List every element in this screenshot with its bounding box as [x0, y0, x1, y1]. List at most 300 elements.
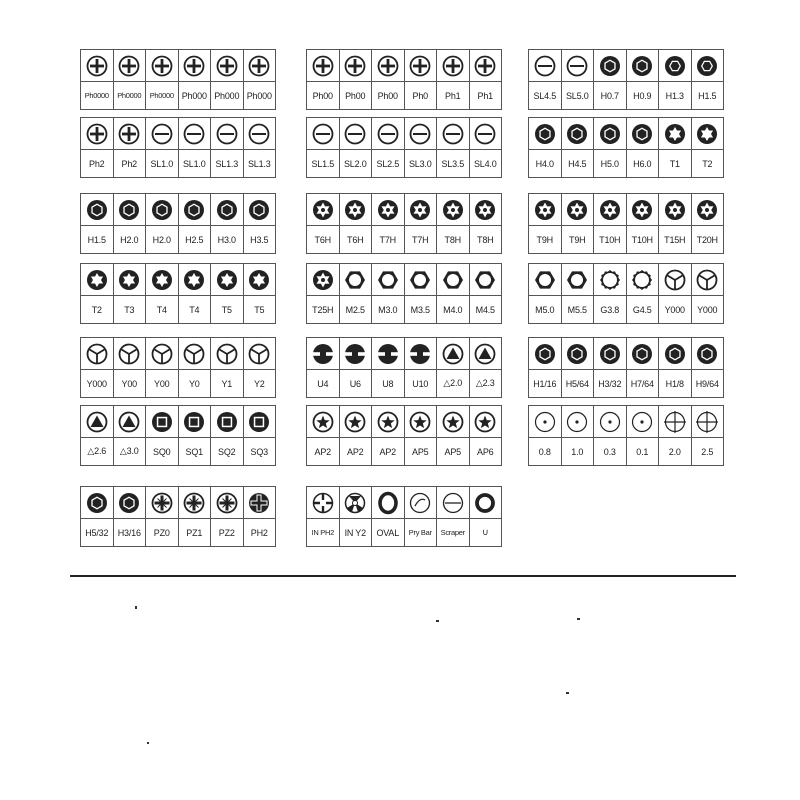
tri-icon: [146, 338, 178, 370]
bit-cell: [562, 194, 595, 253]
torxh-icon: [372, 194, 404, 226]
bit-cell: [470, 406, 502, 465]
bit-label: T9H: [569, 234, 586, 245]
bit-cell: [340, 406, 373, 465]
hexround-icon: [659, 50, 691, 82]
bit-cell: [211, 194, 244, 253]
bit-cell: [594, 406, 627, 465]
hex-icon: [529, 338, 561, 370]
phillips-icon: [81, 50, 113, 82]
bit-cell: [372, 118, 405, 177]
bit-cell: [692, 406, 724, 465]
bit-cell: [470, 50, 502, 109]
nut-icon: [562, 264, 594, 296]
bit-label: H1.5: [87, 234, 106, 245]
tri-icon: [244, 338, 276, 370]
bit-cell: [340, 264, 373, 323]
bit-group: [80, 405, 276, 466]
bit-cell: [114, 338, 147, 397]
bit-label: Ph0000: [84, 91, 109, 100]
bit-label: U4: [317, 378, 329, 389]
bit-label: H5/64: [565, 378, 589, 389]
bit-cell: [594, 264, 627, 323]
bit-cell: [659, 50, 692, 109]
bit-label: T6H: [314, 234, 331, 245]
bit-cell: [81, 487, 114, 546]
bit-cell: [146, 406, 179, 465]
slot-icon: [340, 118, 372, 150]
bit-cell: [529, 338, 562, 397]
bit-cell: [529, 50, 562, 109]
bit-cell: [146, 487, 179, 546]
bit-cell: [244, 264, 276, 323]
bit-label: H3/16: [117, 527, 141, 538]
bit-cell: [437, 487, 470, 546]
bit-label: Ph0000: [117, 91, 142, 100]
phillips-icon: [114, 50, 146, 82]
slot-icon: [437, 118, 469, 150]
phillips-icon: [244, 50, 276, 82]
bit-group: [528, 337, 724, 398]
bit-label: 0.8: [538, 446, 551, 457]
bit-group: [80, 337, 276, 398]
bit-group: [528, 49, 724, 110]
speck: [577, 618, 580, 620]
bit-cell: [211, 406, 244, 465]
bit-label: Scraper: [440, 528, 465, 537]
bit-label: Ph00: [312, 90, 333, 101]
bit-label: H3.5: [250, 234, 269, 245]
bit-cell: [179, 406, 212, 465]
bit-cell: [594, 118, 627, 177]
torxh-icon: [659, 194, 691, 226]
bit-cell: [437, 406, 470, 465]
bit-label: T2: [702, 158, 713, 169]
prybar-icon: [405, 487, 437, 519]
u-icon: [405, 338, 437, 370]
bit-cell: [562, 264, 595, 323]
bit-cell: [307, 264, 340, 323]
torx-icon: [146, 264, 178, 296]
star-icon: [405, 406, 437, 438]
bit-cell: [372, 264, 405, 323]
bit-label: T2: [91, 304, 102, 315]
bit-label: H0.9: [633, 90, 652, 101]
bit-cell: [594, 50, 627, 109]
square-icon: [211, 406, 243, 438]
bit-cell: [562, 406, 595, 465]
bit-label: SL3.0: [408, 158, 432, 169]
nut-icon: [340, 264, 372, 296]
bit-cell: [437, 338, 470, 397]
bit-label: Ph1: [477, 90, 493, 101]
torxh-icon: [405, 194, 437, 226]
phillips-icon: [340, 50, 372, 82]
bit-label: H4.5: [568, 158, 587, 169]
bit-cell: [437, 194, 470, 253]
bit-cell: [692, 338, 724, 397]
bit-cell: [244, 338, 276, 397]
bit-label: PZ2: [218, 527, 235, 538]
iny-icon: [340, 487, 372, 519]
bit-label: H7/64: [630, 378, 654, 389]
torxh-icon: [470, 194, 502, 226]
nut-icon: [437, 264, 469, 296]
bit-cell: [594, 338, 627, 397]
torxh-icon: [307, 194, 339, 226]
bit-cell: [307, 487, 340, 546]
tri-icon: [211, 338, 243, 370]
slot-icon: [470, 118, 502, 150]
bit-label: G4.5: [632, 304, 652, 315]
bit-label: Pry Bar: [408, 528, 432, 537]
slot-icon: [179, 118, 211, 150]
bit-cell: [405, 338, 438, 397]
bit-cell: [659, 194, 692, 253]
bit-label: Ph000: [181, 90, 207, 101]
bit-cell: [114, 194, 147, 253]
nut-icon: [405, 264, 437, 296]
torx-icon: [692, 118, 724, 150]
bit-label: T5: [221, 304, 232, 315]
bit-label: M3.5: [410, 304, 430, 315]
bit-label: Ph0: [412, 90, 428, 101]
bit-label: AP2: [347, 446, 364, 457]
bit-cell: [627, 194, 660, 253]
bit-label: T1: [669, 158, 680, 169]
torx-icon: [659, 118, 691, 150]
bit-label: SL3.5: [441, 158, 465, 169]
bit-label: ∪: [482, 527, 489, 537]
bit-label: PZ1: [186, 527, 203, 538]
bit-label: H1.3: [665, 90, 684, 101]
phillips-icon: [81, 118, 113, 150]
bit-label: △2.3: [475, 378, 495, 388]
bit-cell: [692, 264, 724, 323]
bit-label: Ph00: [377, 90, 398, 101]
bit-cell: [307, 406, 340, 465]
bit-label: T10H: [631, 234, 653, 245]
slot-icon: [244, 118, 276, 150]
bit-cell: [179, 264, 212, 323]
bit-group: [80, 117, 276, 178]
star-icon: [437, 406, 469, 438]
bit-label: H5.0: [600, 158, 619, 169]
bit-label: Ph2: [89, 158, 105, 169]
bit-label: H2.0: [120, 234, 139, 245]
bit-label: SL2.5: [376, 158, 400, 169]
star-icon: [340, 406, 372, 438]
bit-label: M2.5: [345, 304, 365, 315]
bit-cell: [437, 264, 470, 323]
torxh-icon: [307, 264, 339, 296]
bit-label: Ph00: [345, 90, 366, 101]
bit-group: [528, 193, 724, 254]
bit-cell: [211, 118, 244, 177]
torxh-icon: [437, 194, 469, 226]
bit-cell: [437, 118, 470, 177]
bit-label: H2.0: [152, 234, 171, 245]
bit-label: OVAL: [376, 527, 400, 538]
bit-cell: [470, 264, 502, 323]
oval-icon: [372, 487, 404, 519]
pozi-icon: [179, 487, 211, 519]
bit-cell: [372, 406, 405, 465]
bit-cell: [470, 194, 502, 253]
bit-label: M4.5: [475, 304, 495, 315]
bit-cell: [114, 264, 147, 323]
bit-cell: [146, 118, 179, 177]
phillips-icon: [307, 50, 339, 82]
hex-icon: [562, 118, 594, 150]
bigcross-icon: [244, 487, 276, 519]
bit-label: SQ0: [153, 446, 171, 457]
bit-group: [80, 263, 276, 324]
bit-cell: [340, 118, 373, 177]
bit-cell: [470, 487, 502, 546]
torx-icon: [179, 264, 211, 296]
speck: [147, 742, 149, 744]
bit-label: Y000: [664, 304, 685, 315]
bit-label: U8: [382, 378, 394, 389]
bit-label: SL1.0: [182, 158, 206, 169]
slot-icon: [146, 118, 178, 150]
bit-cell: [114, 118, 147, 177]
nut-icon: [372, 264, 404, 296]
bit-cell: [307, 194, 340, 253]
hex-icon: [594, 338, 626, 370]
triangle-icon: [81, 406, 113, 438]
slot-icon: [211, 118, 243, 150]
bit-label: G3.8: [600, 304, 620, 315]
bit-label: H3/32: [598, 378, 622, 389]
dot-icon: [627, 406, 659, 438]
bit-label: SQ2: [218, 446, 236, 457]
bit-label: △2.0: [443, 378, 463, 388]
bit-cell: [372, 50, 405, 109]
bit-cell: [562, 338, 595, 397]
bit-cell: [81, 194, 114, 253]
hex-icon: [594, 118, 626, 150]
hex-icon: [114, 194, 146, 226]
bit-cell: [211, 487, 244, 546]
dot-icon: [594, 406, 626, 438]
bit-cell: [340, 338, 373, 397]
hex-icon: [179, 194, 211, 226]
bit-cell: [81, 264, 114, 323]
bit-cell: [529, 264, 562, 323]
bit-group: [528, 405, 724, 466]
hex-icon: [146, 194, 178, 226]
bit-cell: [340, 194, 373, 253]
hex-icon: [244, 194, 276, 226]
bit-label: AP2: [379, 446, 396, 457]
bit-label: H1.5: [698, 90, 717, 101]
hex-icon: [211, 194, 243, 226]
bit-cell: [659, 406, 692, 465]
bit-label: △2.6: [87, 446, 107, 456]
pozi-icon: [211, 487, 243, 519]
bit-cell: [627, 264, 660, 323]
bit-group: [306, 49, 502, 110]
torxh-icon: [627, 194, 659, 226]
hex-icon: [692, 338, 724, 370]
bit-label: M4.0: [443, 304, 463, 315]
square-icon: [146, 406, 178, 438]
bit-cell: [114, 406, 147, 465]
torx-icon: [244, 264, 276, 296]
bit-group: [528, 263, 724, 324]
bit-label: AP5: [444, 446, 461, 457]
bit-cell: [211, 264, 244, 323]
bit-cell: [470, 118, 502, 177]
slot-icon: [529, 50, 561, 82]
bit-label: 0.1: [636, 446, 649, 457]
torxh-icon: [692, 194, 724, 226]
hexround-icon: [692, 50, 724, 82]
star-icon: [470, 406, 502, 438]
tri-icon: [659, 264, 691, 296]
tri-icon: [179, 338, 211, 370]
bit-cell: [627, 50, 660, 109]
bit-cell: [659, 338, 692, 397]
tri-icon: [81, 338, 113, 370]
bit-cell: [405, 194, 438, 253]
bit-cell: [405, 50, 438, 109]
hex-icon: [627, 338, 659, 370]
torxh-icon: [529, 194, 561, 226]
bit-cell: [659, 264, 692, 323]
bit-cell: [594, 194, 627, 253]
bit-label: T4: [156, 304, 167, 315]
bit-cell: [81, 118, 114, 177]
bit-label: M5.0: [535, 304, 555, 315]
bit-cell: [627, 406, 660, 465]
bit-label: IN PH2: [311, 528, 334, 537]
bit-label: Ph000: [246, 90, 272, 101]
square-icon: [244, 406, 276, 438]
hex-icon: [81, 487, 113, 519]
bit-label: Y00: [154, 378, 170, 389]
bit-cell: [146, 338, 179, 397]
bit-label: Ph0000: [149, 91, 174, 100]
bit-cell: [211, 50, 244, 109]
bit-label: T20H: [696, 234, 718, 245]
hex-icon: [562, 338, 594, 370]
bit-label: SQ1: [185, 446, 203, 457]
bit-cell: [307, 118, 340, 177]
nut-icon: [529, 264, 561, 296]
hex-icon: [627, 118, 659, 150]
bit-cell: [179, 338, 212, 397]
bit-cell: [627, 118, 660, 177]
speck: [436, 620, 439, 622]
phillips-icon: [179, 50, 211, 82]
bit-label: AP6: [477, 446, 494, 457]
bit-label: T15H: [664, 234, 686, 245]
bit-cell: [562, 118, 595, 177]
triangle-icon: [114, 406, 146, 438]
phillips-icon: [211, 50, 243, 82]
bit-label: Y00: [121, 378, 137, 389]
bit-label: H1/8: [665, 378, 684, 389]
bit-label: U6: [349, 378, 361, 389]
u-icon: [372, 338, 404, 370]
bit-cell: [405, 264, 438, 323]
bit-label: Y0: [188, 378, 200, 389]
dot-icon: [529, 406, 561, 438]
bit-cell: [562, 50, 595, 109]
bit-label: T7H: [379, 234, 396, 245]
bit-label: PZ0: [153, 527, 170, 538]
bit-cell: [627, 338, 660, 397]
bit-label: T9H: [536, 234, 553, 245]
bit-cell: [244, 406, 276, 465]
bit-cell: [405, 118, 438, 177]
torx-icon: [114, 264, 146, 296]
gear-icon: [627, 264, 659, 296]
bit-label: AP5: [412, 446, 429, 457]
nut-icon: [470, 264, 502, 296]
bit-cell: [692, 50, 724, 109]
bit-label: T3: [124, 304, 135, 315]
bit-cell: [470, 338, 502, 397]
bit-label: H4.0: [535, 158, 554, 169]
bit-cell: [692, 118, 724, 177]
bit-label: AP2: [314, 446, 331, 457]
bit-label: T6H: [347, 234, 364, 245]
torxh-icon: [594, 194, 626, 226]
bit-cell: [81, 406, 114, 465]
bit-cell: [146, 264, 179, 323]
bit-label: T10H: [599, 234, 621, 245]
bit-group: [306, 193, 502, 254]
bit-label: SL1.0: [150, 158, 174, 169]
bit-cell: [244, 194, 276, 253]
bit-label: SQ3: [250, 446, 268, 457]
bit-label: IN Y2: [344, 527, 366, 538]
bit-label: H3.0: [217, 234, 236, 245]
speck: [566, 692, 569, 694]
bit-cell: [529, 194, 562, 253]
bit-label: M5.5: [567, 304, 587, 315]
triangle-icon: [437, 338, 469, 370]
bit-group: [306, 486, 502, 547]
square-icon: [179, 406, 211, 438]
bit-label: H5/32: [85, 527, 109, 538]
bit-cell: [179, 487, 212, 546]
bit-label: Ph1: [445, 90, 461, 101]
bit-label: M3.0: [378, 304, 398, 315]
bit-cell: [405, 487, 438, 546]
phillips-icon: [405, 50, 437, 82]
triangle-icon: [470, 338, 502, 370]
bit-group: [80, 193, 276, 254]
bit-cell: [81, 338, 114, 397]
torx-icon: [211, 264, 243, 296]
bit-label: Y000: [697, 304, 718, 315]
bit-label: Y2: [253, 378, 265, 389]
bit-label: SL2.0: [343, 158, 367, 169]
bit-label: SL4.0: [473, 158, 497, 169]
tri-icon: [114, 338, 146, 370]
bit-cell: [211, 338, 244, 397]
crosshair-icon: [692, 406, 724, 438]
pozi-icon: [146, 487, 178, 519]
bit-cell: [81, 50, 114, 109]
bit-cell: [244, 50, 276, 109]
scraper-icon: [437, 487, 469, 519]
